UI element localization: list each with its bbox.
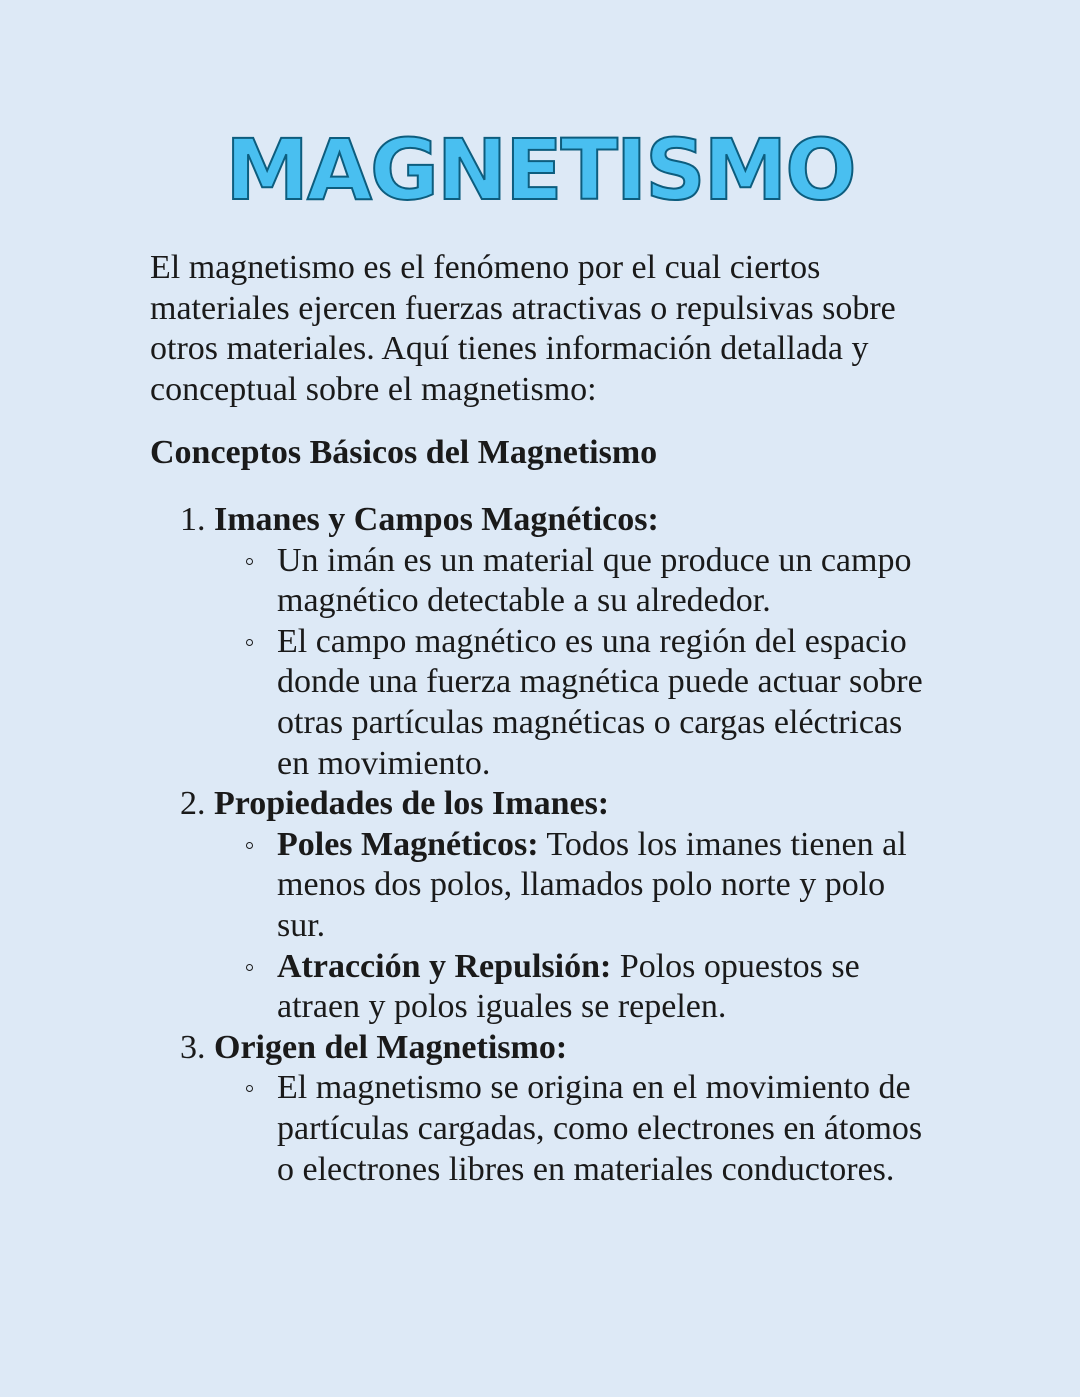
intro-paragraph: El magnetismo es el fenómeno por el cual ciertos materiales ejercen fuerzas atractivas o repulsivas sobre otros materiales. Aquí tienes información detallada y conceptual sobre el magnetismo: [150,249,896,408]
sub-list [180,541,940,785]
concepts-list [180,500,940,1190]
page-title: MAGNETISMO [225,121,855,219]
sub-list-item [180,541,940,622]
list-item-propiedades [180,784,940,1028]
item-heading [180,500,940,541]
sub-item-text: El magnetismo se origina en el movimiento de partículas cargadas, como electrones en átomos o electrones libres en materiales conductores. [277,1069,923,1188]
hollow-bullet-icon [246,639,253,646]
sub-list [180,825,940,1028]
item-number: 3. [180,1028,206,1066]
section-heading: Conceptos Básicos del Magnetismo [150,434,658,471]
item-heading [180,784,940,825]
item-number: 2. [180,785,206,823]
hollow-bullet-icon [246,1085,253,1092]
sub-item-text: Todos los imanes tienen al menos dos polos, llamados polo norte y polo sur. [277,825,907,944]
sub-list-item [180,825,940,947]
item-title: Origen del Magnetismo: [214,1028,568,1066]
sub-item-label: Atracción y Repulsión: [277,947,612,985]
sub-item-text: Un imán es un material que produce un campo magnético detectable a su alrededor. [277,541,912,620]
list-item-imanes [180,500,940,784]
sub-list-item [180,947,940,1028]
hollow-bullet-icon [246,964,253,971]
hollow-bullet-icon [246,842,253,849]
sub-item-text: Polos opuestos se atraen y polos iguales se repelen. [277,947,860,1026]
item-title: Propiedades de los Imanes: [214,785,610,823]
sub-item-label: Poles Magnéticos: [277,825,539,863]
item-title: Imanes y Campos Magnéticos: [214,501,659,538]
title-container [0,121,1080,219]
item-heading [180,1028,940,1069]
sub-list-item [180,1068,940,1190]
hollow-bullet-icon [246,558,253,565]
item-number: 1. [180,501,206,538]
sub-list [180,1068,940,1190]
sub-item-text: El campo magnético es una región del espacio donde una fuerza magnética puede actuar sobre otras partículas magnéticas o cargas eléctricas en movimiento. [277,622,923,782]
sub-list-item [180,622,940,784]
list-item-origen [180,1028,940,1190]
